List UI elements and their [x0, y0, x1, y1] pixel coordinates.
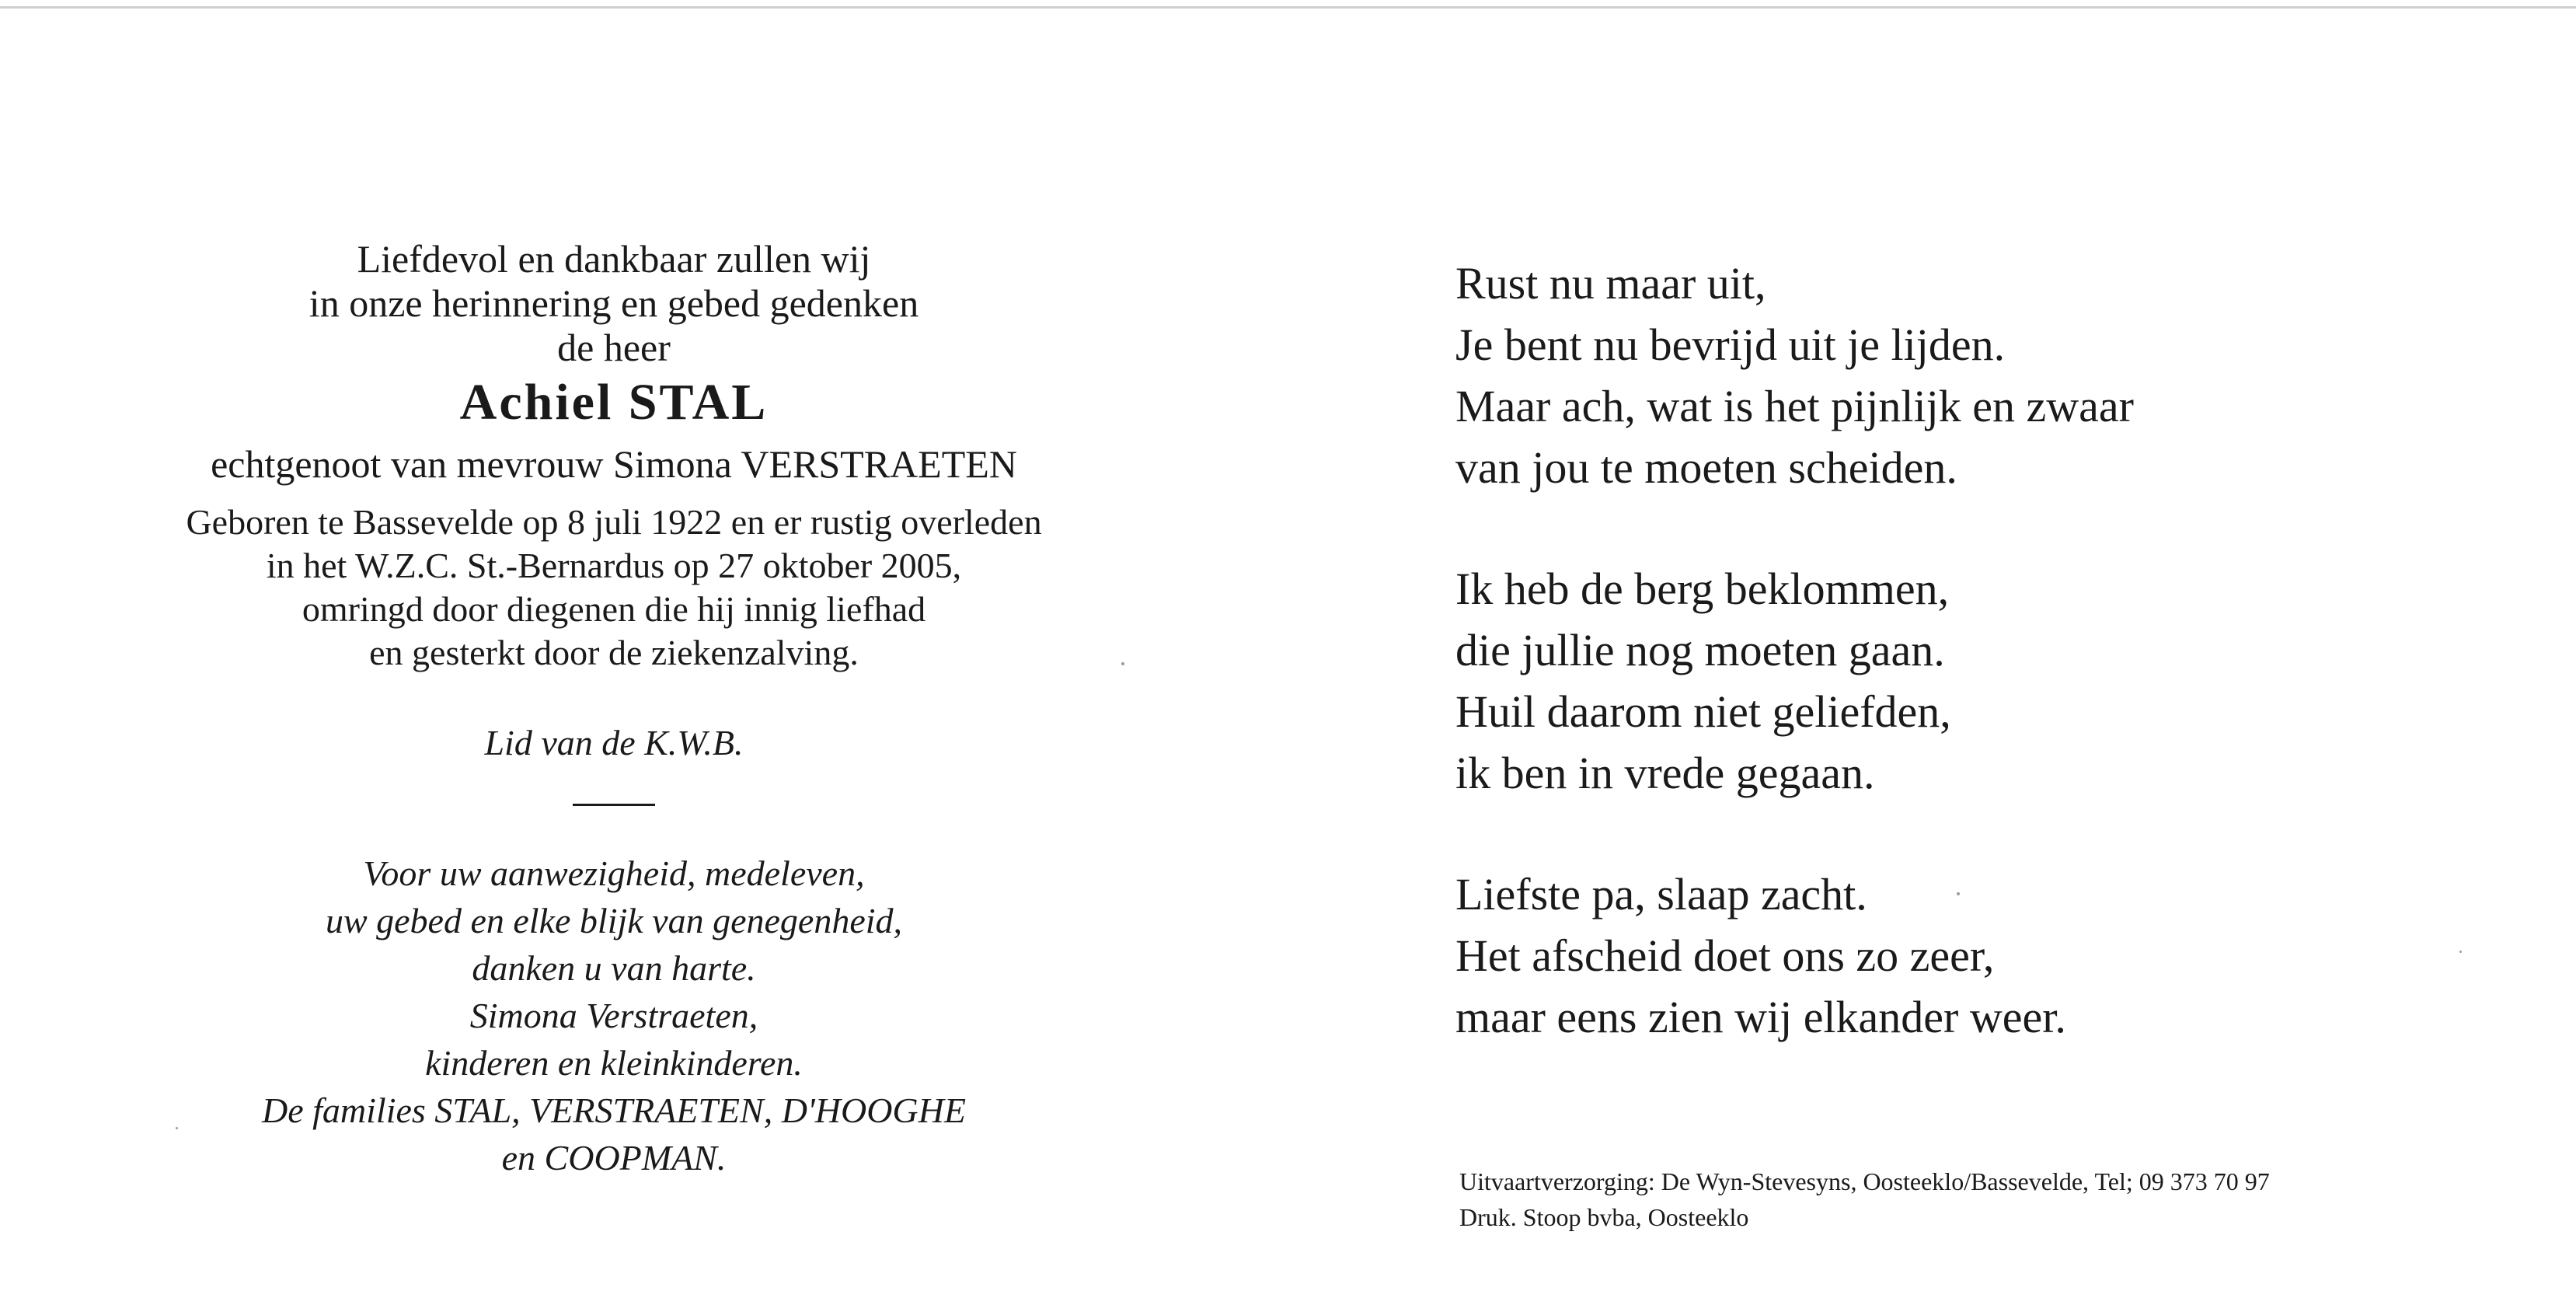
thanks-line: en COOPMAN.	[501, 1138, 727, 1178]
biography-line: in het W.Z.C. St.-Bernardus op 27 oktober 2005,	[266, 546, 962, 585]
intro-line: in onze herinnering en gebed gedenken	[308, 281, 919, 325]
separator-rule	[573, 804, 655, 806]
poem-line: Maar ach, wat is het pijnlijk en zwaar	[1455, 381, 2134, 431]
poem-line: die jullie nog moeten gaan.	[1455, 625, 1945, 675]
poem-line: Rust nu maar uit,	[1455, 258, 1766, 309]
biography-line: Geboren te Bassevelde op 8 juli 1922 en er rustig overleden	[186, 502, 1042, 542]
poem-line: Ik heb de berg beklommen,	[1455, 564, 1950, 614]
thanks-line: Voor uw aanwezigheid, medeleven,	[363, 853, 865, 893]
deceased-name: Achiel STAL	[459, 374, 769, 431]
biography	[93, 501, 1135, 675]
poem-line: van jou te moeten scheiden.	[1455, 442, 1957, 493]
intro	[93, 237, 1135, 370]
poem-stanza	[1455, 864, 2466, 1048]
poem-line: Liefste pa, slaap zacht.	[1455, 869, 1867, 919]
poem-line: ik ben in vrede gegaan.	[1455, 748, 1875, 798]
funeral-director-line: Uitvaartverzorging: De Wyn-Stevesyns, Oosteeklo/Bassevelde, Tel; 09 373 70 97	[1459, 1167, 2270, 1195]
intro-line: Liefdevol en dankbaar zullen wij	[357, 237, 871, 281]
thanks-line: danken u van harte.	[472, 948, 756, 988]
thanks-line: kinderen en kleinkinderen.	[425, 1043, 803, 1083]
scan-speck	[1957, 892, 1960, 895]
scan-top-edge	[0, 6, 2576, 9]
printer-line: Druk. Stoop bvba, Oosteeklo	[1459, 1203, 1749, 1231]
thanks-message	[93, 850, 1135, 1181]
poem-stanza	[1455, 558, 2466, 804]
membership: Lid van de K.W.B.	[484, 723, 744, 762]
spouse-line: echtgenoot van mevrouw Simona VERSTRAETEN	[211, 442, 1017, 486]
poem-line: Het afscheid doet ons zo zeer,	[1455, 930, 1995, 981]
biography-line: en gesterkt door de ziekenzalving.	[369, 633, 859, 672]
poem-line: Je bent nu bevrijd uit je lijden.	[1455, 319, 2006, 370]
poem-line: Huil daarom niet geliefden,	[1455, 686, 1951, 737]
scan-speck	[1121, 662, 1124, 665]
thanks-line: De families STAL, VERSTRAETEN, D'HOOGHE	[262, 1090, 966, 1130]
printer-credits	[1459, 1164, 2270, 1235]
thanks-line: Simona Verstraeten,	[469, 996, 758, 1035]
thanks-line: uw gebed en elke blijk van genegenheid,	[325, 901, 903, 940]
poem-line: maar eens zien wij elkander weer.	[1455, 992, 2066, 1042]
scan-speck	[176, 1127, 178, 1129]
intro-line: de heer	[557, 326, 671, 369]
right-panel	[1455, 253, 2466, 1108]
poem-stanza	[1455, 253, 2466, 498]
left-panel	[93, 237, 1135, 1181]
scan-speck	[2459, 951, 2462, 953]
biography-line: omringd door diegenen die hij innig liefhad	[302, 589, 926, 629]
